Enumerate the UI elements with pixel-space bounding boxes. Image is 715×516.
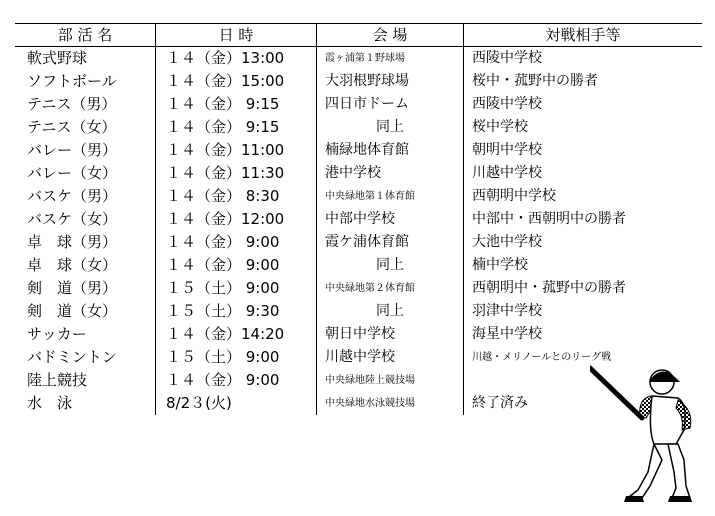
venue-cell: 中部中学校 bbox=[317, 208, 464, 231]
baseball-player-illustration bbox=[590, 360, 705, 505]
club-cell: 卓 球（女） bbox=[15, 254, 156, 277]
club-cell: バスケ（男） bbox=[15, 185, 156, 208]
table-row bbox=[15, 93, 702, 116]
club-cell: バスケ（女） bbox=[15, 208, 156, 231]
date-cell: １４（金）12:00 bbox=[156, 208, 317, 231]
table-row bbox=[15, 208, 702, 231]
club-cell: サッカー bbox=[15, 323, 156, 346]
date-cell: １４（金）14:20 bbox=[156, 323, 317, 346]
date-cell: １５（土） 9:30 bbox=[156, 300, 317, 323]
venue-cell: 中央緑地第２体育館 bbox=[317, 277, 464, 300]
date-cell: １４（金） 9:00 bbox=[156, 254, 317, 277]
club-cell: バレー（男） bbox=[15, 139, 156, 162]
table-row bbox=[15, 139, 702, 162]
opponent-cell: 西朝明中・菰野中の勝者 bbox=[472, 280, 626, 296]
date-cell: １４（金） 9:15 bbox=[156, 116, 317, 139]
venue-cell: 中央緑地水泳競技場 bbox=[317, 392, 464, 415]
club-cell: バレー（女） bbox=[15, 162, 156, 185]
table-row bbox=[15, 47, 702, 71]
table-row bbox=[15, 185, 702, 208]
table-row bbox=[15, 254, 702, 277]
date-cell: 8/2３(火) bbox=[156, 392, 317, 415]
venue-cell: 同上 bbox=[317, 300, 464, 323]
opponent-cell: 桜中・菰野中の勝者 bbox=[472, 73, 598, 89]
date-cell: １４（金） 9:00 bbox=[156, 231, 317, 254]
header-venue: 会 場 bbox=[317, 24, 464, 47]
date-cell: １４（金） 8:30 bbox=[156, 185, 317, 208]
venue-cell: 同上 bbox=[317, 254, 464, 277]
table-row bbox=[15, 116, 702, 139]
header-club: 部 活 名 bbox=[15, 24, 156, 47]
venue-cell: 中央緑地第１体育館 bbox=[317, 185, 464, 208]
opponent-cell: 西陵中学校 bbox=[472, 96, 542, 112]
opponent-cell: 羽津中学校 bbox=[472, 303, 542, 319]
opponent-cell: 中部中・西朝明中の勝者 bbox=[472, 211, 626, 227]
table-row bbox=[15, 231, 702, 254]
club-cell: 卓 球（男） bbox=[15, 231, 156, 254]
table-row bbox=[15, 300, 702, 323]
opponent-cell: 桜中学校 bbox=[472, 119, 528, 135]
table-row bbox=[15, 323, 702, 346]
club-cell: 軟式野球 bbox=[15, 47, 156, 71]
date-cell: １５（土） 9:00 bbox=[156, 277, 317, 300]
opponent-cell: 川越・メリノールとのリーグ戦 bbox=[472, 352, 612, 363]
club-cell: テニス（男） bbox=[15, 93, 156, 116]
venue-cell: 朝日中学校 bbox=[317, 323, 464, 346]
date-cell: １４（金）11:30 bbox=[156, 162, 317, 185]
venue-cell: 中央緑地陸上競技場 bbox=[317, 369, 464, 392]
venue-cell: 同上 bbox=[317, 116, 464, 139]
date-cell: １４（金）11:00 bbox=[156, 139, 317, 162]
opponent-cell: 終了済み bbox=[472, 395, 528, 411]
venue-cell: 大羽根野球場 bbox=[317, 70, 464, 93]
table-row bbox=[15, 162, 702, 185]
opponent-cell: 海星中学校 bbox=[472, 326, 542, 342]
venue-cell: 楠緑地体育館 bbox=[317, 139, 464, 162]
table-row bbox=[15, 70, 702, 93]
opponent-cell: 楠中学校 bbox=[472, 257, 528, 273]
table-row bbox=[15, 277, 702, 300]
date-cell: １４（金） 9:15 bbox=[156, 93, 317, 116]
header-opponent: 対戦相手等 bbox=[464, 24, 703, 47]
club-cell: 水 泳 bbox=[15, 392, 156, 415]
venue-cell: 川越中学校 bbox=[317, 346, 464, 369]
club-cell: バドミントン bbox=[15, 346, 156, 369]
date-cell: １４（金） 9:00 bbox=[156, 369, 317, 392]
date-cell: １４（金）13:00 bbox=[156, 47, 317, 71]
header-row bbox=[15, 24, 702, 47]
schedule-table bbox=[15, 23, 702, 415]
club-cell: ソフトボール bbox=[15, 70, 156, 93]
club-cell: 剣 道（女） bbox=[15, 300, 156, 323]
date-cell: １４（金）15:00 bbox=[156, 70, 317, 93]
opponent-cell: 大池中学校 bbox=[472, 234, 542, 250]
header-date: 日 時 bbox=[156, 24, 317, 47]
opponent-cell: 川越中学校 bbox=[472, 165, 542, 181]
opponent-cell: 西朝明中学校 bbox=[472, 188, 556, 204]
opponent-cell: 朝明中学校 bbox=[472, 142, 542, 158]
club-cell: テニス（女） bbox=[15, 116, 156, 139]
venue-cell: 霞ケ浦体育館 bbox=[317, 231, 464, 254]
venue-cell: 港中学校 bbox=[317, 162, 464, 185]
venue-cell: 四日市ドーム bbox=[317, 93, 464, 116]
club-cell: 陸上競技 bbox=[15, 369, 156, 392]
opponent-cell: 西陵中学校 bbox=[472, 50, 542, 66]
venue-cell: 霞ヶ浦第１野球場 bbox=[317, 47, 464, 71]
club-cell: 剣 道（男） bbox=[15, 277, 156, 300]
date-cell: １５（土） 9:00 bbox=[156, 346, 317, 369]
